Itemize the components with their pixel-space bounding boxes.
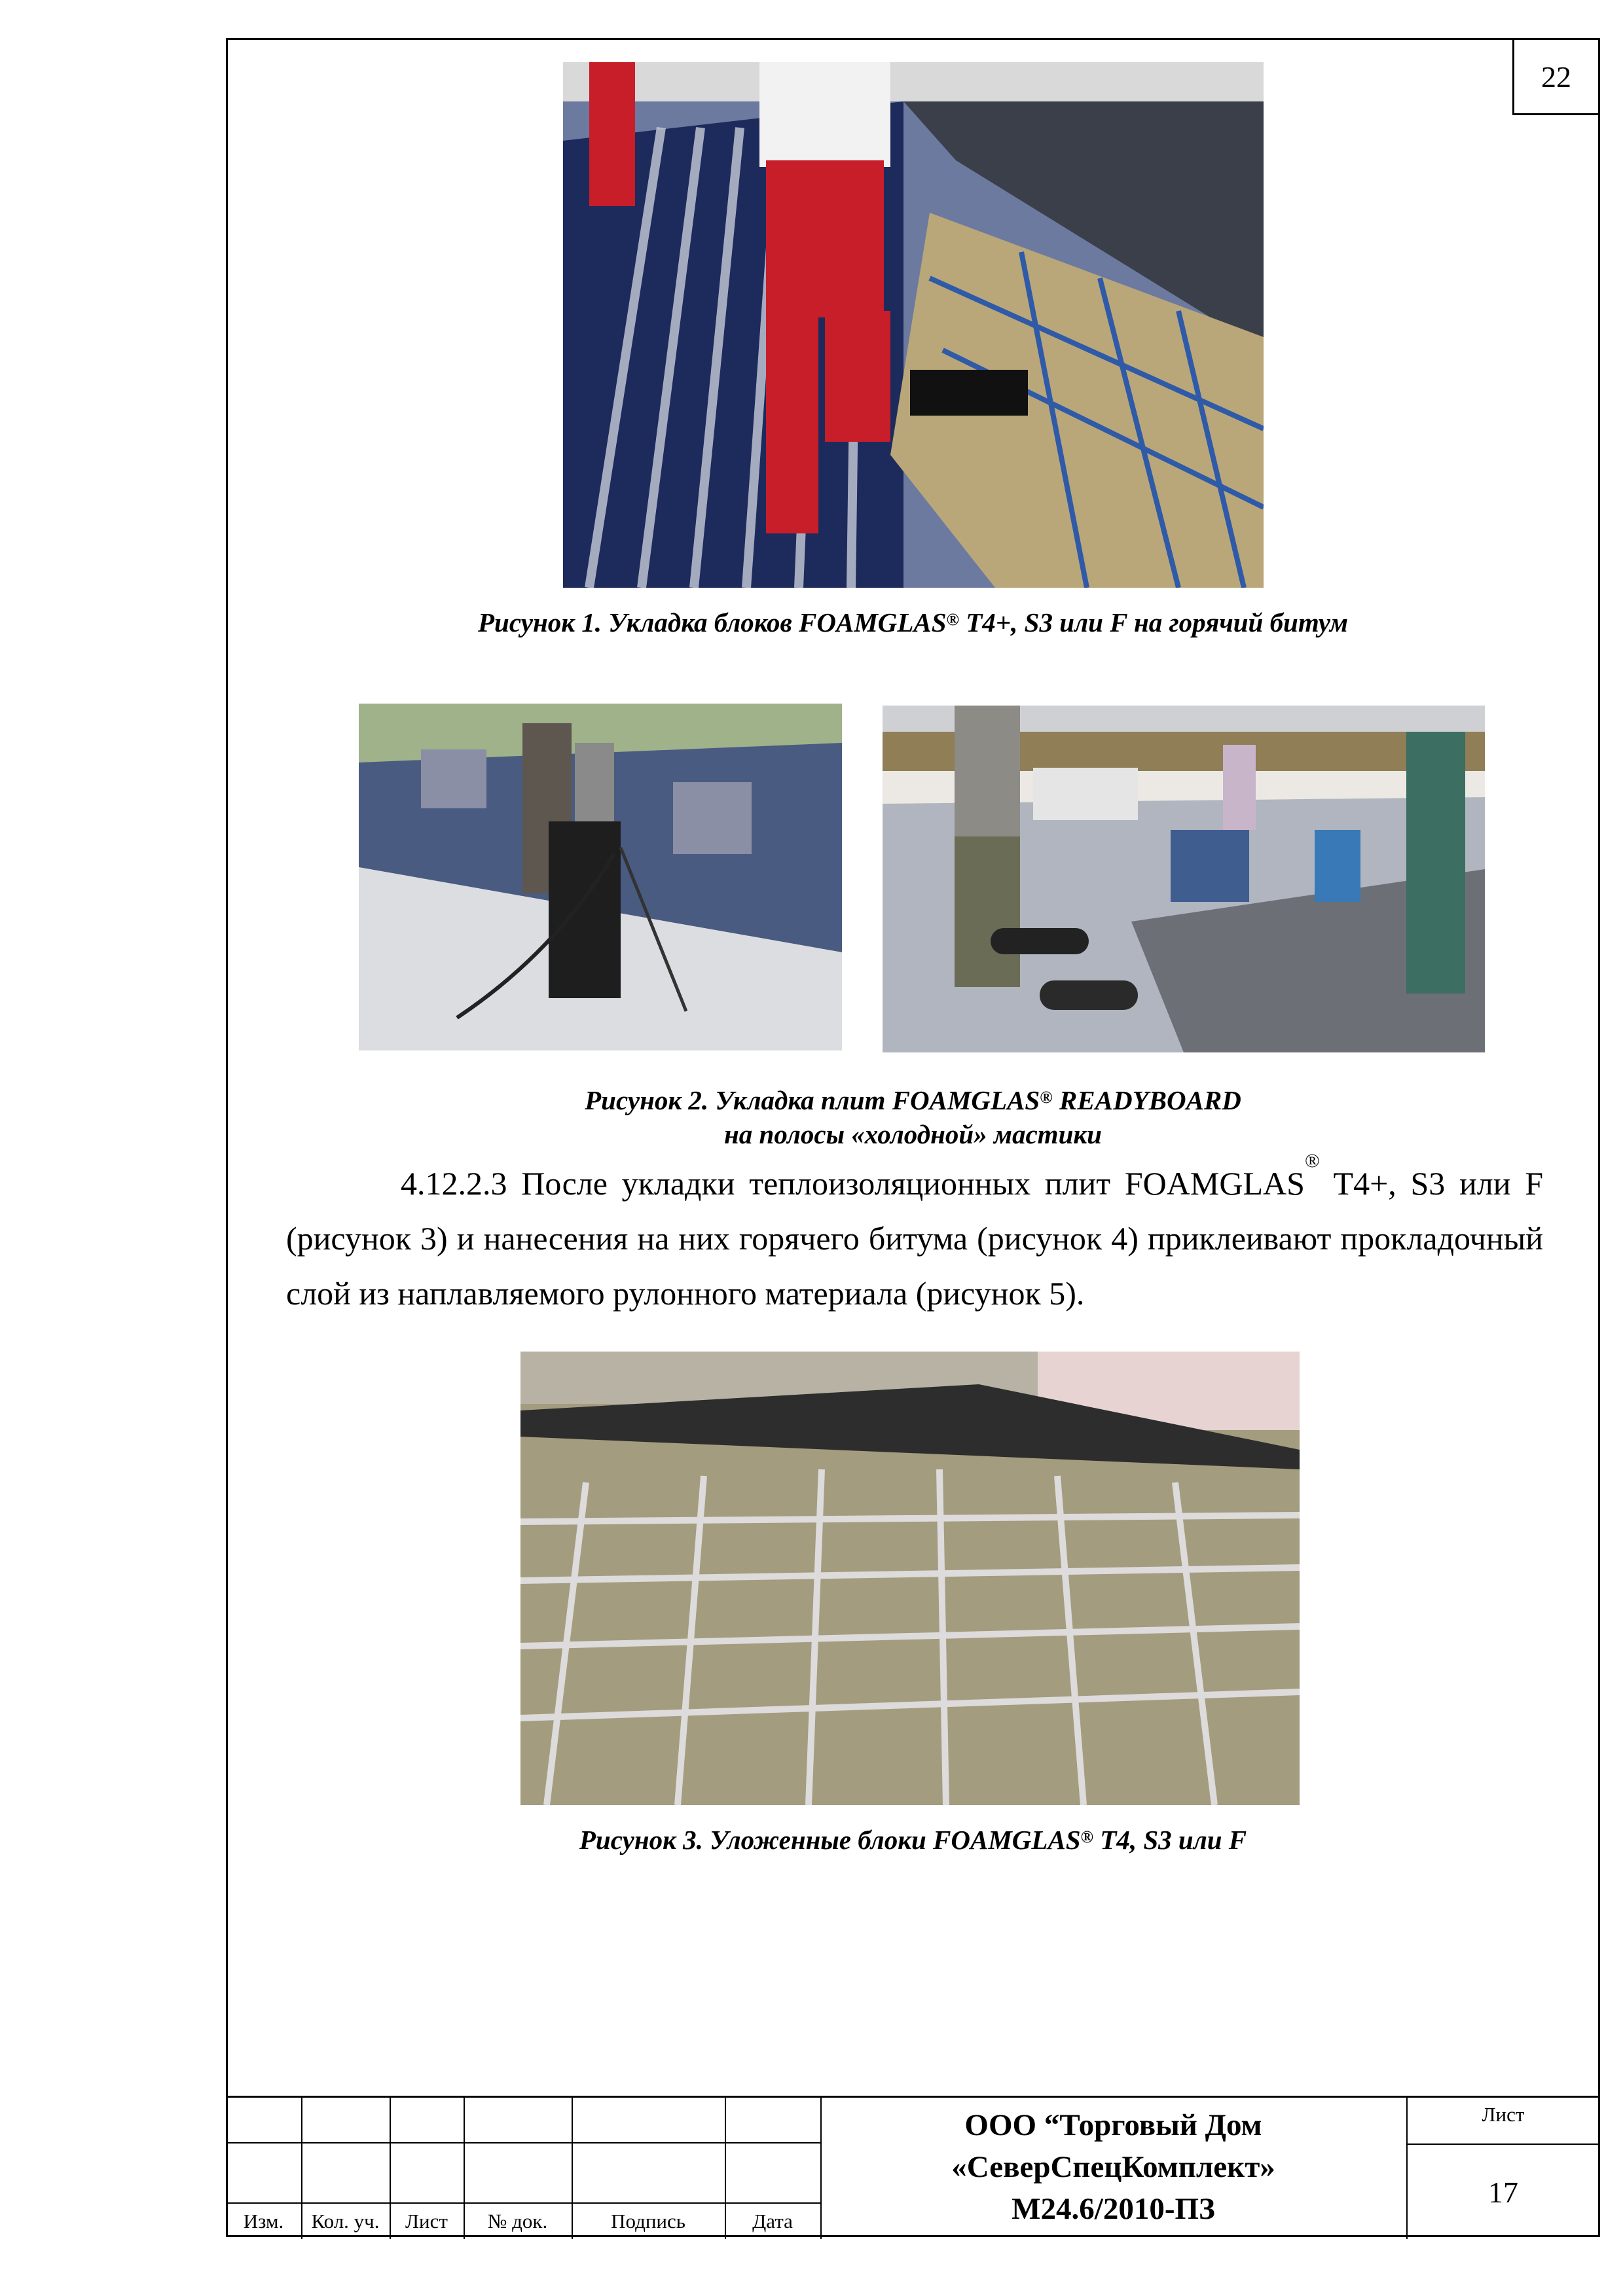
organization-line-1: ООО “Торговый Дом <box>964 2108 1262 2142</box>
sheet-label: Лист <box>1482 2103 1525 2126</box>
figure2-caption-prefix: Рисунок 2. Укладка плит FOAMGLAS <box>585 1085 1040 1115</box>
stamp-col-doc-no: № док. <box>487 2210 548 2233</box>
figure1-caption-prefix: Рисунок 1. Укладка блоков FOAMGLAS <box>478 607 947 637</box>
stamp-col-list: Лист <box>405 2210 448 2233</box>
figure3-caption-suffix: T4, S3 или F <box>1093 1825 1247 1855</box>
figure2-caption-suffix: READYBOARD <box>1052 1085 1241 1115</box>
paragraph-reg-mark: ® <box>1304 1150 1320 1172</box>
figure3-reg-mark: ® <box>1080 1827 1094 1846</box>
sheet-number: 17 <box>1488 2175 1518 2209</box>
stamp-col-kol-uch: Кол. уч. <box>311 2210 380 2233</box>
stamp-col-signature: Подпись <box>611 2210 685 2233</box>
title-block <box>226 2096 1600 2239</box>
paragraph-text-end: T4+, S3 или F (рисунок 3) и нанесения на них горячего битума (рисунок 4) приклеивают прокладочный слой из наплавляемого рулонного материала (рисунок 5). <box>286 1165 1544 1312</box>
figure1-reg-mark: ® <box>946 610 960 629</box>
body-paragraph <box>286 1150 1544 1321</box>
stamp-col-date: Дата <box>752 2210 793 2233</box>
organization-line-2: «СеверСпецКомплект» <box>951 2150 1275 2184</box>
document-code: М24.6/2010-ПЗ <box>1012 2192 1215 2226</box>
figure1-caption-suffix: T4+, S3 или F на горячий битум <box>959 607 1348 637</box>
figure2-reg-mark: ® <box>1040 1088 1053 1107</box>
figure1-photo <box>563 62 1264 588</box>
figure3-caption <box>226 1823 1600 1857</box>
paragraph-text-start: 4.12.2.3 После укладки теплоизоляционных плит FOAMGLAS <box>401 1165 1305 1202</box>
stamp-row-line-1 <box>226 2142 820 2144</box>
figure1-caption <box>226 605 1600 639</box>
figure2-photo-right <box>883 706 1485 1052</box>
stamp-col-izm: Изм. <box>243 2210 284 2233</box>
figure3-photo <box>520 1352 1300 1805</box>
page-number-top: 22 <box>1512 38 1600 115</box>
figure2-caption <box>226 1083 1600 1151</box>
organization-name <box>820 2104 1406 2230</box>
figure3-caption-prefix: Рисунок 3. Уложенные блоки FOAMGLAS <box>579 1825 1081 1855</box>
figure2-caption-line2: на полосы «холодной» мастики <box>724 1119 1102 1149</box>
figure2-photo-left <box>359 704 842 1050</box>
figure2-caption-line1 <box>226 1083 1600 1117</box>
